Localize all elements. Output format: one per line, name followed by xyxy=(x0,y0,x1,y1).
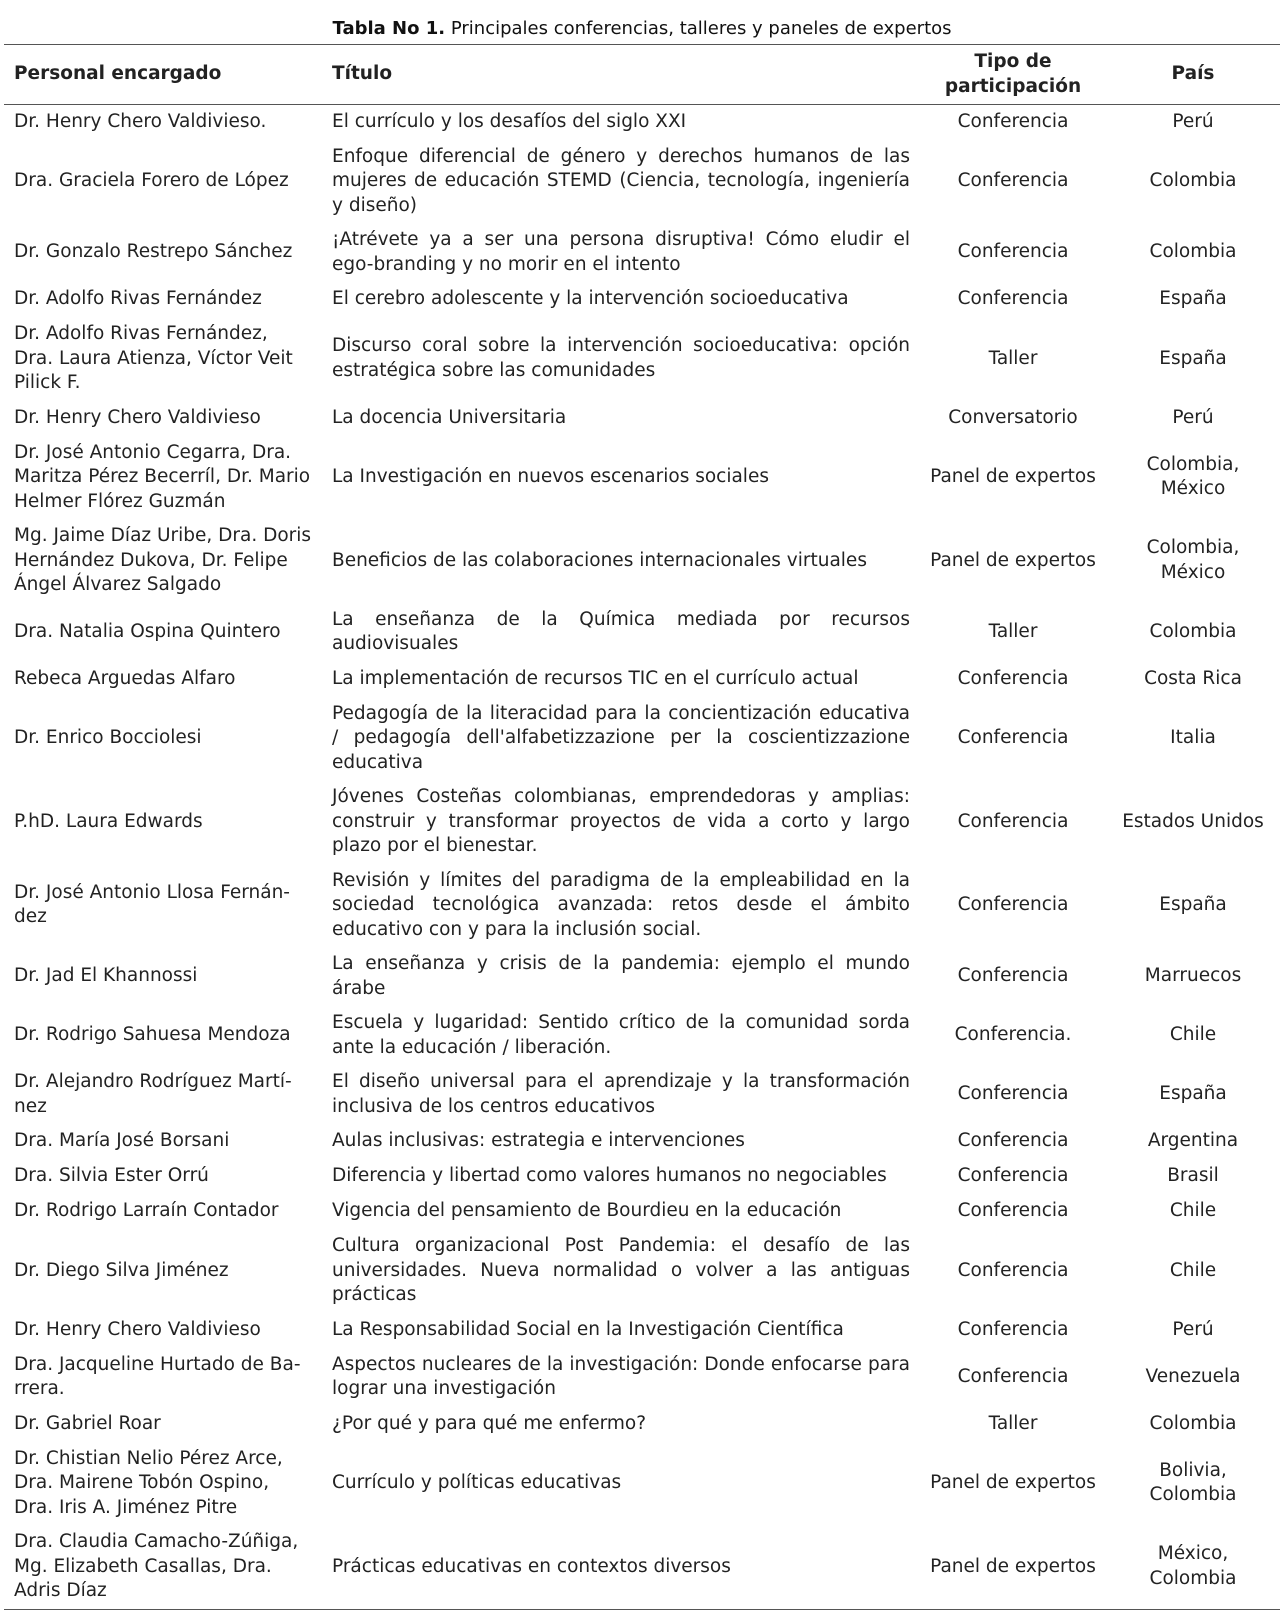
cell-personal: Dra. Graciela Forero de López xyxy=(14,170,289,191)
cell-personal: P.hD. Laura Edwards xyxy=(14,810,203,832)
cell-titulo: Aulas inclusivas: estrategia e intervenciones xyxy=(332,1130,745,1152)
cell-personal: Dr. Adolfo Rivas Fernández, Dra. Laura Atienza, Víctor Veit Pilick F. xyxy=(14,323,293,393)
cell-personal: Dr. Diego Silva Jiménez xyxy=(14,1259,229,1281)
header-pais: País xyxy=(1106,45,1280,105)
cell-personal: Dra. Claudia Camacho-Zúñiga, Mg. Elizabeth Casallas, Dra. Adris Díaz xyxy=(4,1525,322,1609)
table-container xyxy=(4,4,1280,1610)
cell-titulo: La enseñanza de la Química mediada por recursos audiovisuales xyxy=(332,608,910,654)
cell-pais: Italia xyxy=(1170,727,1216,748)
cell-pais: Colombia xyxy=(1149,1412,1237,1434)
table-row xyxy=(4,1442,1280,1526)
cell-titulo: Beneficios de las colaboraciones internacionales virtuales xyxy=(332,549,867,571)
header-personal: Personal encargado xyxy=(4,45,322,105)
table-row xyxy=(4,1407,1280,1442)
cell-titulo: Vigencia del pensamiento de Bourdieu en la educación xyxy=(332,1200,842,1222)
table-row xyxy=(4,282,1280,317)
cell-pais: Colombia xyxy=(1149,241,1237,263)
cell-personal: Dr. Enrico Bocciolesi xyxy=(14,727,202,748)
table-row xyxy=(4,1348,1280,1407)
cell-pais: Estados Unidos xyxy=(1122,810,1264,832)
cell-titulo: El diseño universal para el aprendizaje y la transformación inclusiva de los centros educativos xyxy=(332,1071,910,1117)
cell-titulo: El cerebro adolescente y la intervención socioeducativa xyxy=(332,288,849,310)
cell-pais: España xyxy=(1159,288,1227,310)
cell-titulo: Enfoque diferencial de género y derechos humanos de las mujeres de educación STEMD (Ciencia, tecnología, ingeniería y diseño) xyxy=(332,145,910,216)
table-row xyxy=(4,1006,1280,1065)
cell-tipo: Conferencia xyxy=(957,1365,1069,1387)
cell-titulo: Escuela y lugaridad: Sentido crítico de la comunidad sorda ante la educación / liberación. xyxy=(332,1012,910,1058)
cell-personal: Dr. José Antonio Cegarra, Dra. Maritza Pérez Becerríl, Dr. Mario Helmer Flórez Guzmán xyxy=(14,441,311,512)
header-titulo: Título xyxy=(322,45,920,105)
header-row xyxy=(4,45,1280,105)
cell-tipo: Panel de expertos xyxy=(930,549,1096,571)
cell-tipo: Conferencia xyxy=(957,170,1069,191)
cell-titulo: Currículo y políticas educativas xyxy=(332,1472,622,1493)
cell-tipo: Conferencia xyxy=(957,810,1069,832)
table-row xyxy=(4,1065,1280,1124)
cell-titulo: El currículo y los desafíos del siglo XXI xyxy=(332,111,687,132)
cell-personal: Dr. Alejandro Rodríguez Martí-nez xyxy=(14,1071,292,1117)
caption-label: Tabla No 1. xyxy=(332,18,446,39)
table-row xyxy=(4,105,1280,140)
cell-titulo: La Responsabilidad Social en la Investigación Científica xyxy=(332,1318,844,1340)
cell-pais: Chile xyxy=(1169,1200,1217,1222)
table-row xyxy=(4,864,1280,948)
cell-tipo: Conferencia xyxy=(957,667,1069,689)
cell-pais: Costa Rica xyxy=(1144,667,1242,689)
cell-tipo: Conferencia xyxy=(957,1130,1069,1152)
cell-personal: Dr. Chistian Nelio Pérez Arce, Dra. Mairene Tobón Ospino, Dra. Iris A. Jiménez Pitre xyxy=(14,1447,283,1518)
cell-titulo: Jóvenes Costeñas colombianas, emprendedoras y amplias: construir y transformar proyectos de vida a corto y largo plazo por el bienestar. xyxy=(332,786,910,856)
cell-titulo: Prácticas educativas en contextos diversos xyxy=(322,1525,920,1609)
cell-tipo: Conferencia xyxy=(957,894,1069,915)
cell-tipo: Panel de expertos xyxy=(930,466,1096,487)
cell-titulo: La enseñanza y crisis de la pandemia: ejemplo el mundo árabe xyxy=(332,953,910,999)
table-row xyxy=(4,401,1280,436)
cell-pais: Marruecos xyxy=(1144,965,1242,987)
caption-text: Principales conferencias, talleres y paneles de expertos xyxy=(450,18,952,39)
cell-tipo: Taller xyxy=(988,620,1038,642)
header-tipo: Tipo de participación xyxy=(920,45,1106,105)
cell-titulo: Discurso coral sobre la intervención socioeducativa: opción estratégica sobre las comunidades xyxy=(332,335,910,381)
cell-titulo: Diferencia y libertad como valores humanos no negociables xyxy=(332,1165,887,1187)
cell-tipo: Panel de expertos xyxy=(930,1472,1096,1493)
cell-tipo: Conferencia. xyxy=(954,1024,1072,1046)
cell-tipo: Conferencia xyxy=(957,1259,1069,1281)
cell-pais: Venezuela xyxy=(1145,1365,1241,1387)
cell-tipo: Panel de expertos xyxy=(920,1525,1106,1609)
cell-personal: Dr. Henry Chero Valdivieso xyxy=(14,1318,261,1340)
table-row xyxy=(4,603,1280,662)
cell-tipo: Taller xyxy=(988,1412,1038,1434)
cell-personal: Dr. Jad El Khannossi xyxy=(14,965,198,987)
cell-tipo: Conversatorio xyxy=(948,406,1078,428)
cell-titulo: Aspectos nucleares de la investigación: Donde enfocarse para lograr una investigación xyxy=(332,1353,910,1399)
cell-personal: Dr. Adolfo Rivas Fernández xyxy=(14,288,262,310)
cell-personal: Dr. Gabriel Roar xyxy=(14,1412,161,1434)
cell-tipo: Conferencia xyxy=(957,1200,1069,1222)
cell-pais: Colombia, México xyxy=(1146,453,1240,500)
cell-pais: Colombia, México xyxy=(1146,537,1240,583)
cell-pais: Chile xyxy=(1169,1259,1217,1281)
cell-pais: Perú xyxy=(1172,406,1214,428)
cell-titulo: La implementación de recursos TIC en el currículo actual xyxy=(332,667,859,689)
table-row xyxy=(4,1313,1280,1348)
table-row xyxy=(4,1229,1280,1313)
cell-titulo: La Investigación en nuevos escenarios sociales xyxy=(332,466,769,487)
cell-personal: Dr. Rodrigo Sahuesa Mendoza xyxy=(14,1024,291,1046)
cell-titulo: Revisión y límites del paradigma de la empleabilidad en la sociedad tecnológica avanzada: retos desde el ámbito educativo con y para la inclusión social. xyxy=(332,869,910,940)
cell-pais: Bolivia, Colombia xyxy=(1149,1459,1237,1506)
cell-personal: Dra. Jacqueline Hurtado de Ba-rrera. xyxy=(14,1353,301,1399)
cell-pais: España xyxy=(1159,894,1227,915)
cell-pais: Perú xyxy=(1172,1318,1214,1340)
conferences-table xyxy=(4,45,1280,1610)
cell-tipo: Conferencia xyxy=(957,727,1069,748)
table-row xyxy=(4,140,1280,224)
cell-personal: Dr. Henry Chero Valdivieso. xyxy=(14,111,267,132)
cell-personal: Rebeca Arguedas Alfaro xyxy=(14,667,236,689)
table-row xyxy=(4,947,1280,1006)
cell-tipo: Conferencia xyxy=(957,1083,1069,1105)
cell-titulo: Cultura organizacional Post Pandemia: el desafío de las universidades. Nueva normalidad o volver a las antiguas prácticas xyxy=(332,1235,910,1305)
cell-personal: Dr. Henry Chero Valdivieso xyxy=(14,406,261,428)
cell-tipo: Conferencia xyxy=(957,1165,1069,1187)
table-body xyxy=(4,105,1280,1610)
cell-pais: España xyxy=(1159,347,1227,369)
cell-titulo: ¡Atrévete ya a ser una persona disruptiva! Cómo eludir el ego-branding y no morir en el intento xyxy=(332,229,910,275)
cell-tipo: Taller xyxy=(988,347,1038,369)
cell-pais: México, Colombia xyxy=(1106,1525,1280,1609)
table-row xyxy=(4,1525,1280,1609)
table-row xyxy=(4,697,1280,781)
table-row xyxy=(4,1194,1280,1229)
cell-pais: Colombia xyxy=(1149,170,1237,191)
cell-personal: Dr. José Antonio Llosa Fernán-dez xyxy=(14,881,290,928)
table-caption xyxy=(4,4,1280,45)
cell-titulo: La docencia Universitaria xyxy=(332,406,567,428)
cell-tipo: Conferencia xyxy=(957,111,1069,132)
cell-pais: España xyxy=(1159,1083,1227,1105)
cell-titulo: Pedagogía de la literacidad para la concientización educativa / pedagogía dell'alfabetizzazione per la coscientizzazione educativa xyxy=(332,702,910,773)
table-header xyxy=(4,45,1280,105)
cell-tipo: Conferencia xyxy=(957,1318,1069,1340)
cell-pais: Perú xyxy=(1172,111,1214,132)
table-row xyxy=(4,780,1280,864)
table-row xyxy=(4,519,1280,603)
table-row xyxy=(4,1124,1280,1159)
cell-titulo: ¿Por qué y para qué me enfermo? xyxy=(332,1412,647,1434)
cell-personal: Mg. Jaime Díaz Uribe, Dra. Doris Hernández Dukova, Dr. Felipe Ángel Álvarez Salgado xyxy=(14,525,312,595)
table-row xyxy=(4,436,1280,520)
cell-tipo: Conferencia xyxy=(957,965,1069,987)
cell-personal: Dr. Rodrigo Larraín Contador xyxy=(14,1200,279,1222)
cell-pais: Brasil xyxy=(1167,1165,1219,1187)
cell-pais: Chile xyxy=(1169,1024,1217,1046)
cell-personal: Dra. Natalia Ospina Quintero xyxy=(14,620,281,642)
table-row xyxy=(4,317,1280,401)
cell-personal: Dr. Gonzalo Restrepo Sánchez xyxy=(14,241,293,263)
table-row xyxy=(4,223,1280,282)
cell-personal: Dra. Silvia Ester Orrú xyxy=(14,1165,209,1187)
cell-tipo: Conferencia xyxy=(957,241,1069,263)
table-row xyxy=(4,1159,1280,1194)
cell-personal: Dra. María José Borsani xyxy=(14,1130,230,1152)
cell-pais: Colombia xyxy=(1149,620,1237,642)
table-row xyxy=(4,662,1280,697)
cell-tipo: Conferencia xyxy=(957,288,1069,310)
cell-pais: Argentina xyxy=(1147,1130,1239,1152)
